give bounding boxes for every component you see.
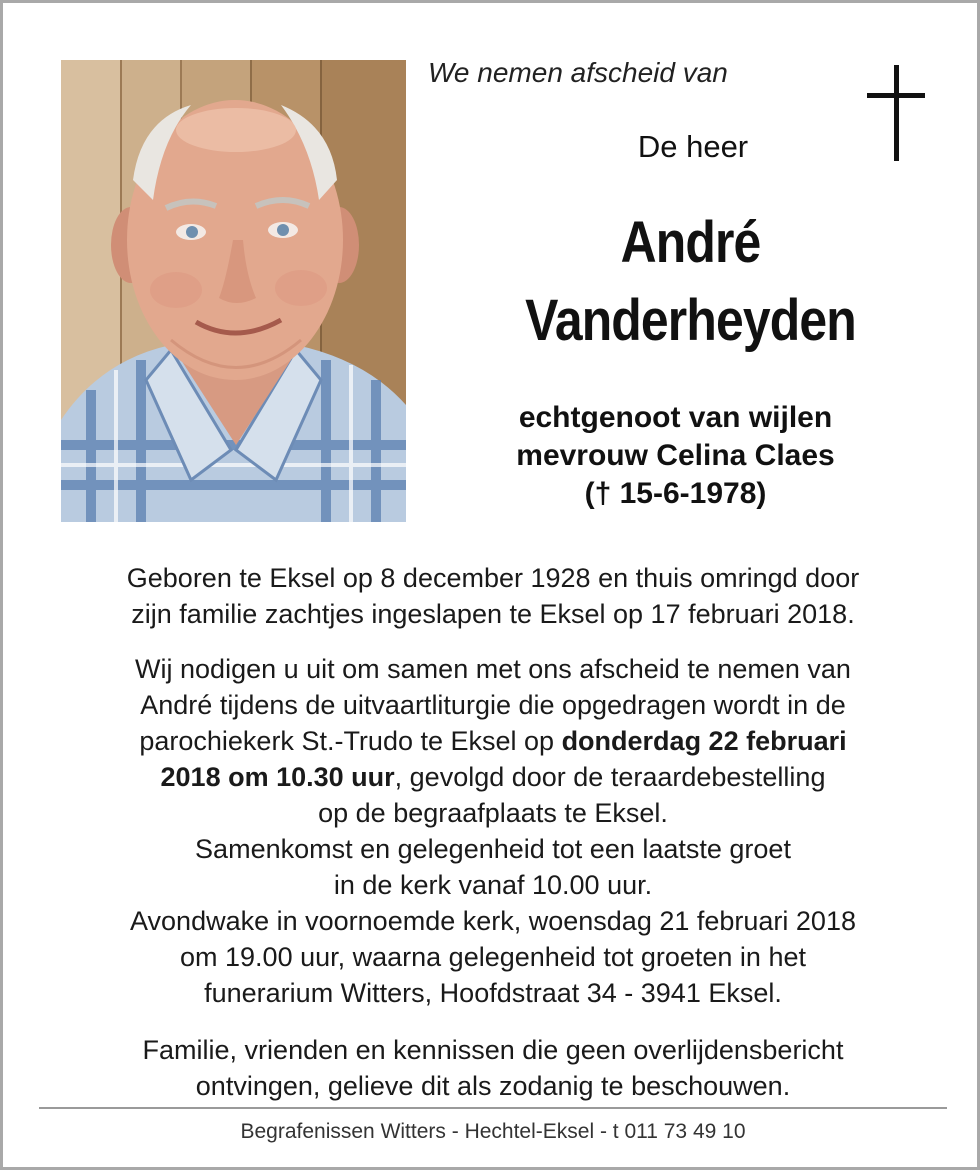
funeral-date: donderdag 22 februari [561,726,847,756]
paragraph-line: op de begraafplaats te Eksel. [318,798,668,828]
paragraph-line: om 19.00 uur, waarna gelegenheid tot groeten in het [180,942,806,972]
cross-icon [867,65,925,161]
paragraph-line: Samenkomst en gelegenheid tot een laatste groet [195,834,791,864]
funeral-home-footer: Begrafenissen Witters - Hechtel-Eksel - t 011 73 49 10 [240,1120,746,1143]
portrait-image [61,60,406,522]
invitation-paragraph [43,651,943,1011]
paragraph-text: parochiekerk St.-Trudo te Eksel op [139,726,562,756]
paragraph-line: zijn familie zachtjes ingeslapen te Eksel op 17 februari 2018. [131,599,855,629]
spouse-line: mevrouw Celina Claes [516,439,835,472]
salutation: De heer [637,129,749,164]
paragraph-line [43,759,943,795]
paragraph-line: ontvingen, gelieve dit als zodanig te beschouwen. [195,1071,791,1101]
spouse-line: († 15-6-1978) [584,477,767,510]
paragraph-line: Familie, vrienden en kennissen die geen overlijdensbericht [142,1035,844,1065]
funeral-time: 2018 om 10.30 uur [160,762,395,792]
paragraph-line [43,723,943,759]
paragraph-line: Wij nodigen u uit om samen met ons afscheid te nemen van [135,654,851,684]
closing-paragraph [43,1032,943,1104]
birth-death-paragraph [43,560,943,632]
spouse-line: echtgenoot van wijlen [518,401,833,434]
deceased-first-name: André [620,210,761,275]
spouse-info [433,399,918,513]
intro-text: We nemen afscheid van [428,57,728,88]
paragraph-line: Geboren te Eksel op 8 december 1928 en thuis omringd door [126,563,860,593]
divider [39,1107,947,1109]
paragraph-line: Avondwake in voornoemde kerk, woensdag 21 februari 2018 [130,906,856,936]
paragraph-line: in de kerk vanaf 10.00 uur. [333,870,653,900]
paragraph-line: funerarium Witters, Hoofdstraat 34 - 3941 Eksel. [204,978,782,1008]
deceased-last-name: Vanderheyden [525,288,856,353]
portrait-photo [61,60,406,522]
paragraph-line: André tijdens de uitvaartliturgie die opgedragen wordt in de [140,690,846,720]
paragraph-text: , gevolgd door de teraardebestelling [394,762,826,792]
